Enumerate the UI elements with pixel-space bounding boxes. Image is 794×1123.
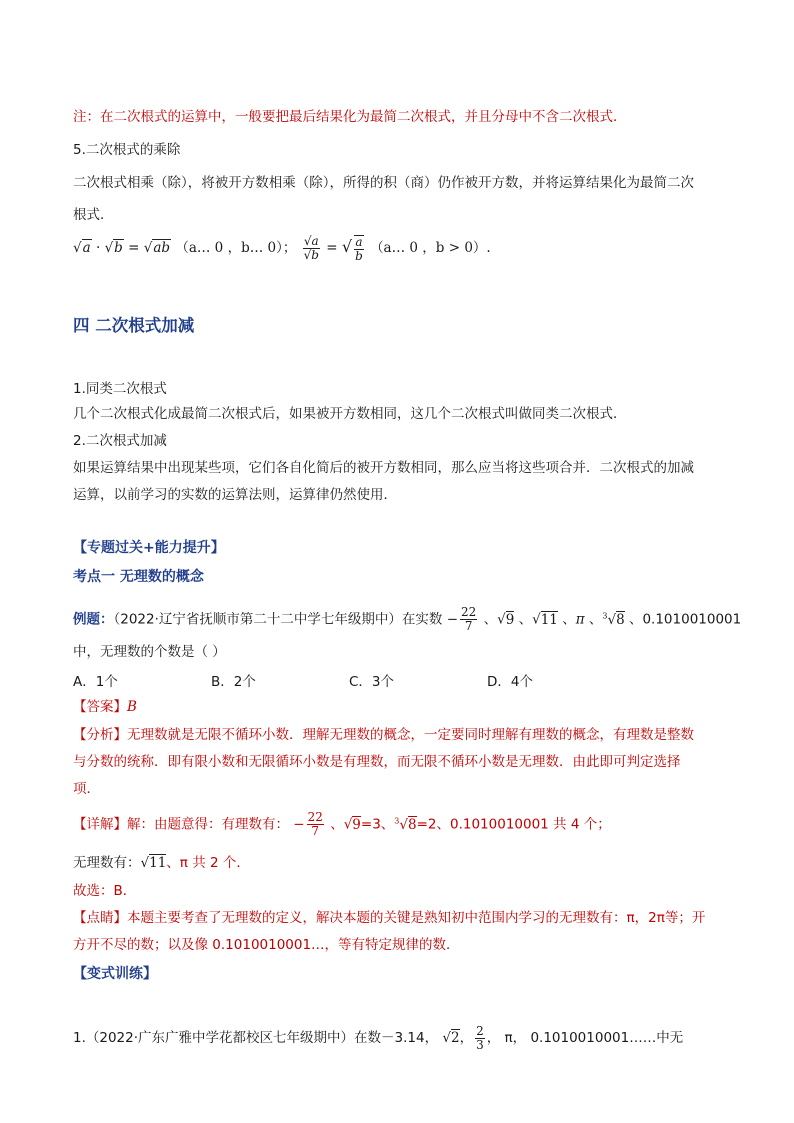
- answer-value: B: [127, 699, 137, 715]
- example-source: （2022·辽宁省抚顺市第二十二中学七年级期中）在实数: [113, 611, 443, 628]
- sqrt-a: √a: [73, 240, 91, 256]
- radical-addition-line1: 如果运算结果中出现某些项，它们各自化简后的被开方数相同，那么应当将这些项合并．二次根式的加减: [73, 460, 694, 476]
- detail-label: 【详解】: [73, 816, 127, 833]
- sqrt-b: √b: [104, 240, 123, 256]
- comment-line1: 【点睛】本题主要考查了无理数的定义，解决本题的关键是熟知初中范围内学习的无理数有：π，2π等；开: [73, 910, 706, 926]
- option-d: D．4个: [487, 674, 533, 690]
- div-condition: （a… 0 ，b > 0）.: [370, 240, 491, 256]
- example-decimal: 0.1010010001: [642, 611, 742, 628]
- fraction-sqrt-a-over-sqrt-b: $\frac{√a}{√b}$: [303, 234, 319, 262]
- analysis-line3: 项．: [73, 781, 100, 797]
- answer-line: [73, 698, 137, 716]
- answer-label: 【答案】: [73, 699, 127, 715]
- section5-title: 5.二次根式的乘除: [73, 142, 181, 158]
- fraction-22-over-7: $\frac{22}{7}$: [461, 605, 477, 633]
- like-radicals-title: 1.同类二次根式: [73, 381, 167, 397]
- irrational-summary: 无理数有：√11、π 共 2 个．: [73, 855, 250, 871]
- kaodian-title: 考点一 无理数的概念: [73, 569, 204, 585]
- example-question: 例题：（2022·辽宁省抚顺市第二十二中学七年级期中）在实数 − $\frac{22}{7}$ 、√9 、√11 、π 、$^3$√8 、0.1010010001: [73, 605, 742, 633]
- comment-label: 【点睛】: [73, 910, 127, 926]
- option-c: C．3个: [349, 674, 395, 690]
- detail-line: 【详解】解：由题意得：有理数有： − $\frac{22}{7}$ 、√9=3、$^3$√8=2、0.1010010001 共 4 个；: [73, 810, 611, 838]
- variant-header: 【变式训练】: [73, 966, 157, 982]
- analysis-line1: 【分析】无理数就是无限不循环小数．理解无理数的概念，一定要同时理解有理数的概念，有理数是整数: [73, 727, 694, 743]
- radical-addition-line2: 运算，以前学习的实数的运算法则，运算律仍然使用．: [73, 487, 397, 503]
- analysis-label: 【分析】: [73, 727, 127, 743]
- section4-heading: 四 二次根式加减: [73, 316, 195, 335]
- section5-line2: 根式．: [73, 207, 114, 223]
- sqrt-fraction-a-over-b: $\frac{a}{b}$: [355, 234, 363, 263]
- practice-header: 【专题过关+能力提升】: [73, 540, 225, 556]
- example-label: 例题：: [73, 611, 114, 628]
- comment-line2: 方开不尽的数；以及像 0.1010010001…，等有特定规律的数．: [73, 937, 460, 953]
- multiplication-division-formula: √a · √b = √ab （a… 0 ，b… 0）； $\frac{√a}{√b}$ = √ $\frac{a}{b}$ （a… 0 ，b > 0）.: [73, 234, 491, 263]
- option-b: B．2个: [211, 674, 256, 690]
- analysis-line2: 与分数的统称．即有限小数和无限循环小数是有理数，而无限不循环小数是无理数．由此即可判定选择: [73, 754, 681, 770]
- question-1: 1.（2022·广东广雅中学花都校区七年级期中）在数－3.14， √2， $\frac{2}{3}$ ， π， 0.1010010001……中无: [73, 1023, 684, 1052]
- note-text: 注：在二次根式的运算中，一般要把最后结果化为最简二次根式，并且分母中不含二次根式．: [73, 109, 627, 125]
- option-a: A．1个: [73, 674, 118, 690]
- choose-line: 故选：B．: [73, 883, 137, 899]
- section5-line1: 二次根式相乘（除），将被开方数相乘（除），所得的积（商）仍作被开方数，并将运算结果化为最简二次: [73, 175, 694, 191]
- sqrt-ab: √ab: [143, 240, 171, 256]
- example-line2: 中，无理数的个数是（ ）: [73, 644, 226, 660]
- mul-condition: （a… 0 ，b… 0）；: [175, 240, 297, 256]
- radical-addition-title: 2.二次根式加减: [73, 433, 167, 449]
- like-radicals-text: 几个二次根式化成最简二次根式后，如果被开方数相同，这几个二次根式叫做同类二次根式．: [73, 406, 627, 422]
